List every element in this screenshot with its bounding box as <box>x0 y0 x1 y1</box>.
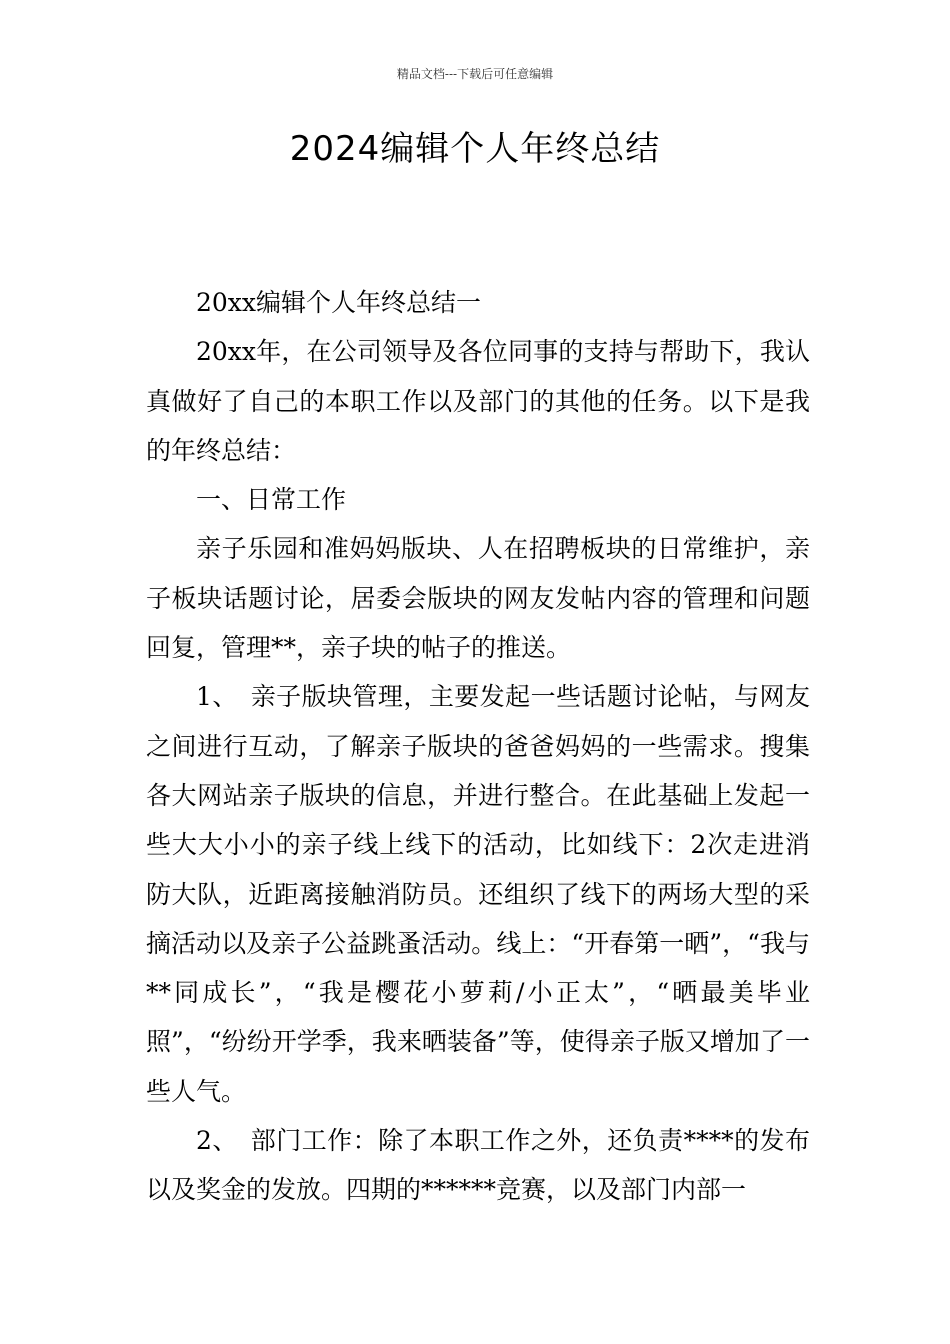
paragraph-item-1: 1、 亲子版块管理，主要发起一些话题讨论帖，与网友之间进行互动，了解亲子版块的爸爸妈妈的一些需求。搜集各大网站亲子版块的信息，并进行整合。在此基础上发起一些大大小小的亲子线上线下的活动，比如线下：2次走进消防大队，近距离接触消防员。还组织了线下的两场大型的采摘活动以及亲子公益跳蚤活动。线上：“开春第一晒”，“我与**同成长”，“我是樱花小萝莉/小正太”，“晒最美毕业照”，“纷纷开学季，我来晒装备”等，使得亲子版又增加了一些人气。 <box>146 682 810 1106</box>
paragraph-item-2: 2、 部门工作：除了本职工作之外，还负责****的发布以及奖金的发放。四期的******竞赛，以及部门内部一 <box>146 1126 810 1205</box>
paragraph-intro: 20xx年，在公司领导及各位同事的支持与帮助下，我认真做好了自己的本职工作以及部门的其他的任务。以下是我的年终总结： <box>146 337 810 465</box>
paragraph-daily-work: 亲子乐园和准妈妈版块、人在招聘板块的日常维护，亲子板块话题讨论，居委会版块的网友发帖内容的管理和问题回复，管理**，亲子块的帖子的推送。 <box>146 534 810 663</box>
paragraph-subtitle: 20xx编辑个人年终总结一 <box>196 288 482 317</box>
document-title: 2024编辑个人年终总结 <box>289 129 661 169</box>
document-body <box>146 278 810 1215</box>
section-heading-daily-work: 一、日常工作 <box>196 485 347 515</box>
header-note: 精品文档---下载后可任意编辑 <box>396 67 554 81</box>
